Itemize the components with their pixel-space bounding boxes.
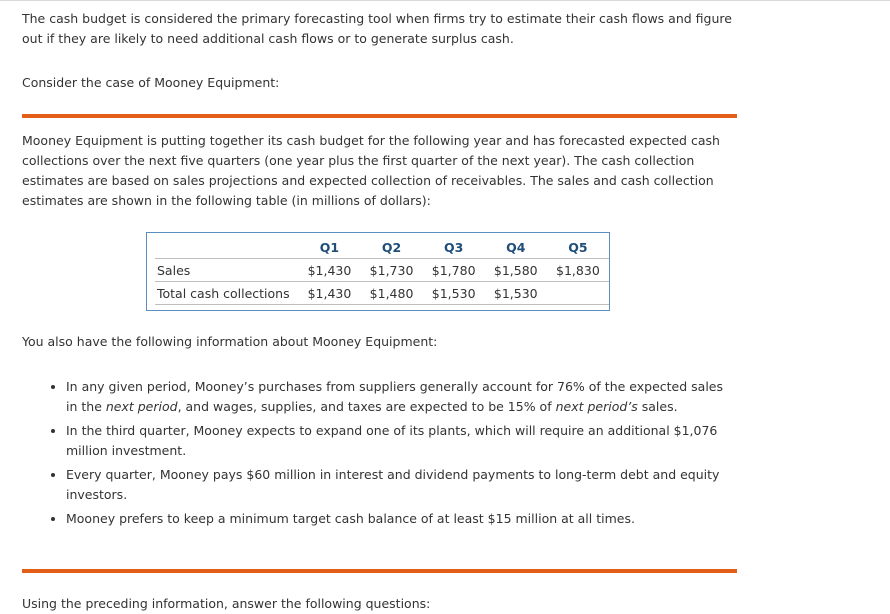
table-header-q1: Q1 bbox=[298, 237, 360, 259]
table-cell: $1,430 bbox=[298, 259, 360, 282]
table-cell: $1,730 bbox=[361, 259, 423, 282]
table-header-q4: Q4 bbox=[485, 237, 547, 259]
cash-collections-table bbox=[146, 232, 610, 311]
row-label-collections: Total cash collections bbox=[155, 282, 298, 305]
table-cell: $1,830 bbox=[547, 259, 609, 282]
bullet-expansion: • In the third quarter, Mooney expects to expand one of its plants, which will require an additional $1,076 million investment. bbox=[66, 421, 726, 461]
section-divider-bottom bbox=[22, 569, 737, 573]
table-header-blank bbox=[155, 237, 298, 259]
bullet-cash-balance: • Mooney prefers to keep a minimum target cash balance of at least $15 million at all times. bbox=[66, 509, 726, 529]
table-cell: $1,530 bbox=[485, 282, 547, 305]
info-bullet-list bbox=[44, 377, 726, 533]
table-cell: $1,530 bbox=[423, 282, 485, 305]
table-cell: $1,780 bbox=[423, 259, 485, 282]
questions-intro-cut: Using the preceding information, answer the following questions: bbox=[22, 596, 431, 611]
table-cell bbox=[547, 282, 609, 305]
table-header-q2: Q2 bbox=[361, 237, 423, 259]
table-header-row bbox=[155, 237, 609, 259]
table-row-collections bbox=[155, 282, 609, 305]
top-divider bbox=[0, 0, 890, 1]
description-paragraph: Mooney Equipment is putting together its cash budget for the following year and has forecasted expected cash collections over the next five quarters (one year plus the first quarter of the next year). The cash collection estimates are based on sales projections and expected collection of receivables. The sales and cash collection estimates are shown in the following table (in millions of dollars): bbox=[22, 133, 720, 208]
row-label-sales: Sales bbox=[155, 259, 298, 282]
section-divider-top bbox=[22, 114, 737, 118]
additional-info-label: You also have the following information about Mooney Equipment: bbox=[22, 334, 438, 349]
bullet-interest: • Every quarter, Mooney pays $60 million in interest and dividend payments to long-term debt and equity investors. bbox=[66, 465, 726, 505]
bullet-purchases: • In any given period, Mooney’s purchases from suppliers generally account for 76% of the expected sales in the next period, and wages, supplies, and taxes are expected to be 15% of next period’s sales. bbox=[66, 377, 726, 417]
data-table bbox=[155, 237, 609, 305]
table-cell: $1,430 bbox=[298, 282, 360, 305]
table-header-q5: Q5 bbox=[547, 237, 609, 259]
table-cell: $1,580 bbox=[485, 259, 547, 282]
table-cell: $1,480 bbox=[361, 282, 423, 305]
table-header-q3: Q3 bbox=[423, 237, 485, 259]
intro-paragraph: The cash budget is considered the primary forecasting tool when firms try to estimate their cash flows and figure out if they are likely to need additional cash flows or to generate surplus cash. bbox=[22, 11, 732, 46]
case-label: Consider the case of Mooney Equipment: bbox=[22, 75, 280, 90]
table-row-sales bbox=[155, 259, 609, 282]
